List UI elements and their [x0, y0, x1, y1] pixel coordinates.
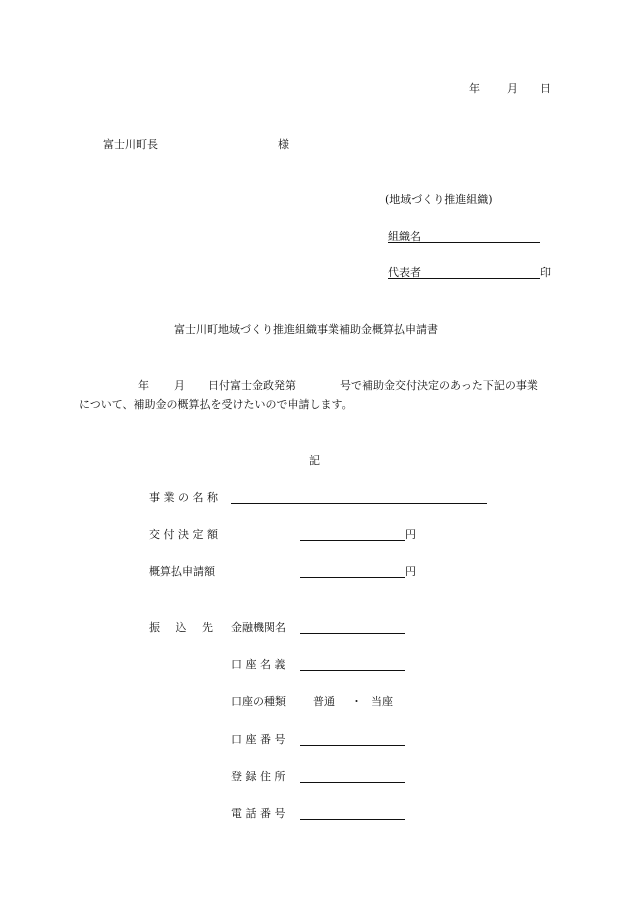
account-holder-line — [300, 670, 405, 671]
date-year: 年 — [469, 82, 480, 95]
advance-amount-label: 概算払申請額 — [149, 565, 215, 578]
account-type-label: 口座の種類 — [231, 695, 286, 708]
body-text-1: 日付富士金政発第 — [208, 379, 296, 392]
org-name-line — [388, 242, 540, 243]
transfer-label: 振 込 先 — [149, 621, 219, 634]
ki-heading: 記 — [309, 454, 320, 467]
advance-amount-line — [300, 577, 405, 578]
address-line — [300, 782, 405, 783]
account-number-label: 口 座 番 号 — [231, 733, 286, 746]
addressee-name: 富士川町長 — [103, 138, 158, 151]
project-name-label: 事 業 の 名 称 — [149, 491, 218, 504]
document-title: 富士川町地域づくり推進組織事業補助金概算払申請書 — [174, 323, 438, 336]
bank-name-label: 金融機関名 — [231, 621, 286, 634]
address-label: 登 録 住 所 — [231, 770, 286, 783]
account-type-dot: ・ — [351, 695, 362, 708]
body-month: 月 — [174, 379, 185, 392]
account-number-line — [300, 745, 405, 746]
body-text-2: 号で補助金交付決定のあった下記の事業 — [340, 379, 538, 392]
rep-name-line — [388, 278, 540, 279]
date-month: 月 — [507, 82, 518, 95]
account-type-touza: 当座 — [371, 695, 393, 708]
rep-label: 代表者 — [388, 266, 421, 279]
account-holder-label: 口 座 名 義 — [231, 658, 286, 671]
phone-line — [300, 819, 405, 820]
seal-mark: 印 — [540, 266, 551, 279]
grant-decision-label: 交 付 決 定 額 — [149, 528, 218, 541]
advance-amount-yen: 円 — [405, 565, 416, 578]
project-name-line — [231, 503, 487, 504]
body-line-2: について、補助金の概算払を受けたいので申請します。 — [79, 398, 353, 411]
date-day: 日 — [540, 82, 551, 95]
phone-label: 電 話 番 号 — [231, 807, 286, 820]
org-label: 組織名 — [388, 230, 421, 243]
grant-decision-line — [300, 540, 405, 541]
addressee-honorific: 様 — [278, 138, 289, 151]
bank-name-line — [300, 633, 405, 634]
body-year: 年 — [138, 379, 149, 392]
grant-decision-yen: 円 — [405, 528, 416, 541]
applicant-heading: (地域づくり推進組織) — [385, 193, 493, 206]
account-type-futsu: 普通 — [313, 695, 335, 708]
